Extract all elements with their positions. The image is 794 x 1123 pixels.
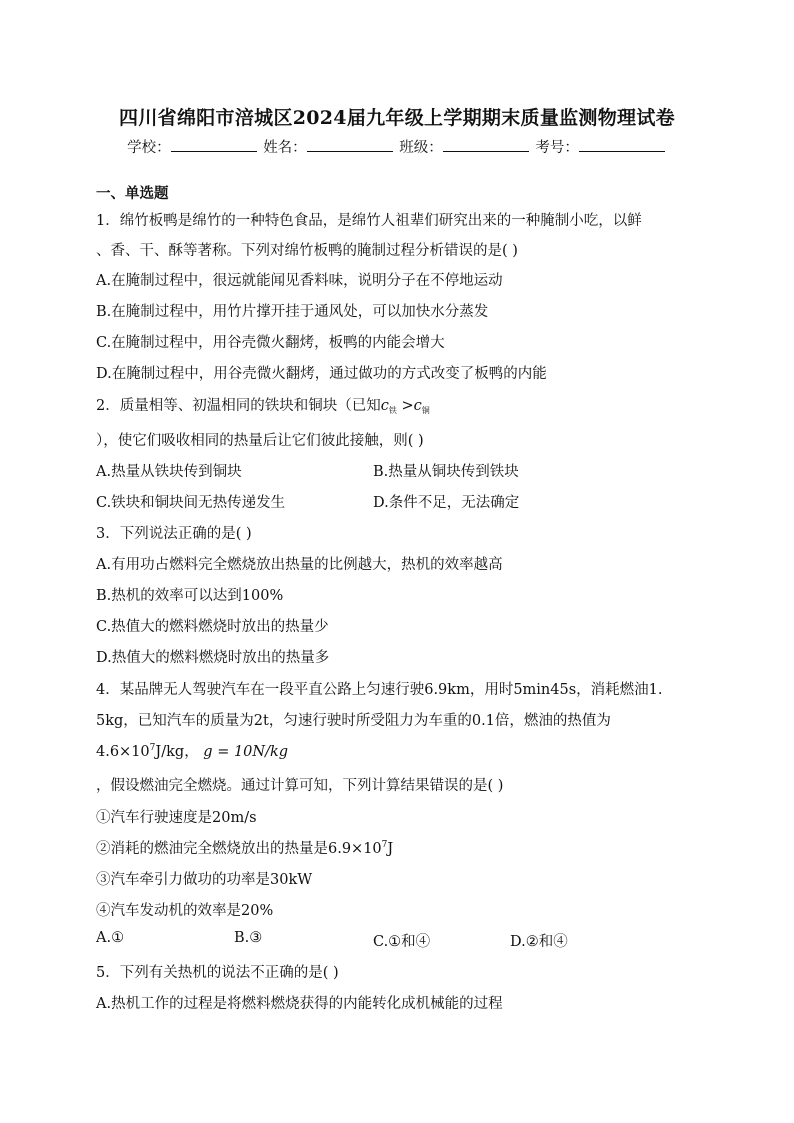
formula-separator: ， bbox=[184, 744, 199, 760]
q2-stem-line2: ），使它们吸收相同的热量后让它们彼此接触，则( ) bbox=[96, 433, 424, 449]
c-copper-symbol: c bbox=[413, 398, 422, 414]
q4-option-d: D.②和④ bbox=[510, 934, 568, 950]
q4-item-2-base: 6.9×10 bbox=[328, 841, 382, 857]
name-blank[interactable] bbox=[307, 139, 393, 152]
heat-value-exponent: 7 bbox=[149, 743, 156, 754]
section-title: 一、单选题 bbox=[96, 185, 169, 202]
q2-option-b: B.热量从铜块传到铁块 bbox=[373, 464, 519, 480]
school-blank[interactable] bbox=[171, 139, 257, 152]
class-blank[interactable] bbox=[443, 139, 529, 152]
q4-option-c: C.①和④ bbox=[373, 934, 431, 950]
q2-option-a: A.热量从铁块传到铜块 bbox=[96, 464, 242, 480]
q1-option-d: D.在腌制过程中，用谷壳微火翻烤，通过做功的方式改变了板鸭的内能 bbox=[96, 366, 547, 382]
q4-item-4: ④汽车发动机的效率是20% bbox=[96, 903, 274, 919]
c-copper-subscript: 铜 bbox=[421, 406, 430, 415]
q4-item-3: ③汽车牵引力做功的功率是30kW bbox=[96, 872, 313, 888]
q2-option-c: C.铁块和铜块间无热传递发生 bbox=[96, 495, 286, 511]
q1-stem-line1: 1．绵竹板鸭是绵竹的一种特色食品，是绵竹人祖辈们研究出来的一种腌制小吃，以鲜 bbox=[96, 213, 642, 229]
school-label: 学校： bbox=[127, 140, 171, 156]
name-label: 姓名： bbox=[263, 140, 307, 156]
q3-option-d: D.热值大的燃料燃烧时放出的热量多 bbox=[96, 650, 330, 666]
number-blank[interactable] bbox=[579, 139, 665, 152]
q3-option-b: B.热机的效率可以达到100% bbox=[96, 588, 284, 604]
number-label: 考号： bbox=[535, 140, 579, 156]
q4-item-2-prefix: ②消耗的燃油完全燃烧放出的热量是 bbox=[96, 841, 328, 857]
gt-sign: > bbox=[396, 398, 414, 414]
q4-stem-line4: ，假设燃油完全燃烧。通过计算可知，下列计算结果错误的是( ) bbox=[96, 778, 504, 794]
heat-value-base: 4.6×10 bbox=[96, 744, 150, 760]
gravity-formula: g = 10N/kg bbox=[203, 744, 289, 760]
student-info-row bbox=[0, 136, 794, 157]
q4-formula-line bbox=[96, 740, 288, 761]
q1-option-c: C.在腌制过程中，用谷壳微火翻烤，板鸭的内能会增大 bbox=[96, 335, 445, 351]
q4-stem-line2: 5kg，已知汽车的质量为2t，匀速行驶时所受阻力为车重的0.1倍，燃油的热值为 bbox=[96, 713, 611, 729]
q2-option-d: D.条件不足，无法确定 bbox=[373, 495, 520, 511]
q5-stem: 5．下列有关热机的说法不正确的是( ) bbox=[96, 965, 339, 981]
q3-stem: 3．下列说法正确的是( ) bbox=[96, 526, 252, 542]
q4-option-b: B.③ bbox=[234, 930, 263, 946]
q1-option-a: A.在腌制过程中，很远就能闻见香料味，说明分子在不停地运动 bbox=[96, 273, 503, 289]
exam-title: 四川省绵阳市涪城区2024届九年级上学期期末质量监测物理试卷 bbox=[119, 107, 675, 129]
q4-option-a: A.① bbox=[96, 930, 125, 946]
q1-stem-line2: 、香、干、酥等著称。下列对绵竹板鸭的腌制过程分析错误的是( ) bbox=[96, 243, 518, 259]
q1-option-b: B.在腌制过程中，用竹片撑开挂于通风处，可以加快水分蒸发 bbox=[96, 304, 489, 320]
heat-value-unit: J/kg bbox=[155, 744, 185, 760]
class-label: 班级： bbox=[399, 140, 443, 156]
c-iron-subscript: 铁 bbox=[388, 406, 397, 415]
q4-item-2-unit: J bbox=[387, 841, 394, 857]
c-iron-symbol: c bbox=[380, 398, 389, 414]
q3-option-a: A.有用功占燃料完全燃烧放出热量的比例越大，热机的效率越高 bbox=[96, 557, 503, 573]
q4-item-2 bbox=[96, 837, 393, 858]
q4-item-1: ①汽车行驶速度是20m/s bbox=[96, 810, 257, 826]
q5-option-a: A.热机工作的过程是将燃料燃烧获得的内能转化成机械能的过程 bbox=[96, 996, 503, 1012]
q2-stem-prefix: 2．质量相等、初温相同的铁块和铜块（已知 bbox=[96, 398, 381, 414]
q2-stem-line1 bbox=[96, 394, 430, 416]
q4-stem-line1: 4．某品牌无人驾驶汽车在一段平直公路上匀速行驶6.9km，用时5min45s，消耗燃油1. bbox=[96, 682, 663, 698]
q3-option-c: C.热值大的燃料燃烧时放出的热量少 bbox=[96, 619, 329, 635]
q4-item-2-exponent: 7 bbox=[381, 840, 388, 851]
